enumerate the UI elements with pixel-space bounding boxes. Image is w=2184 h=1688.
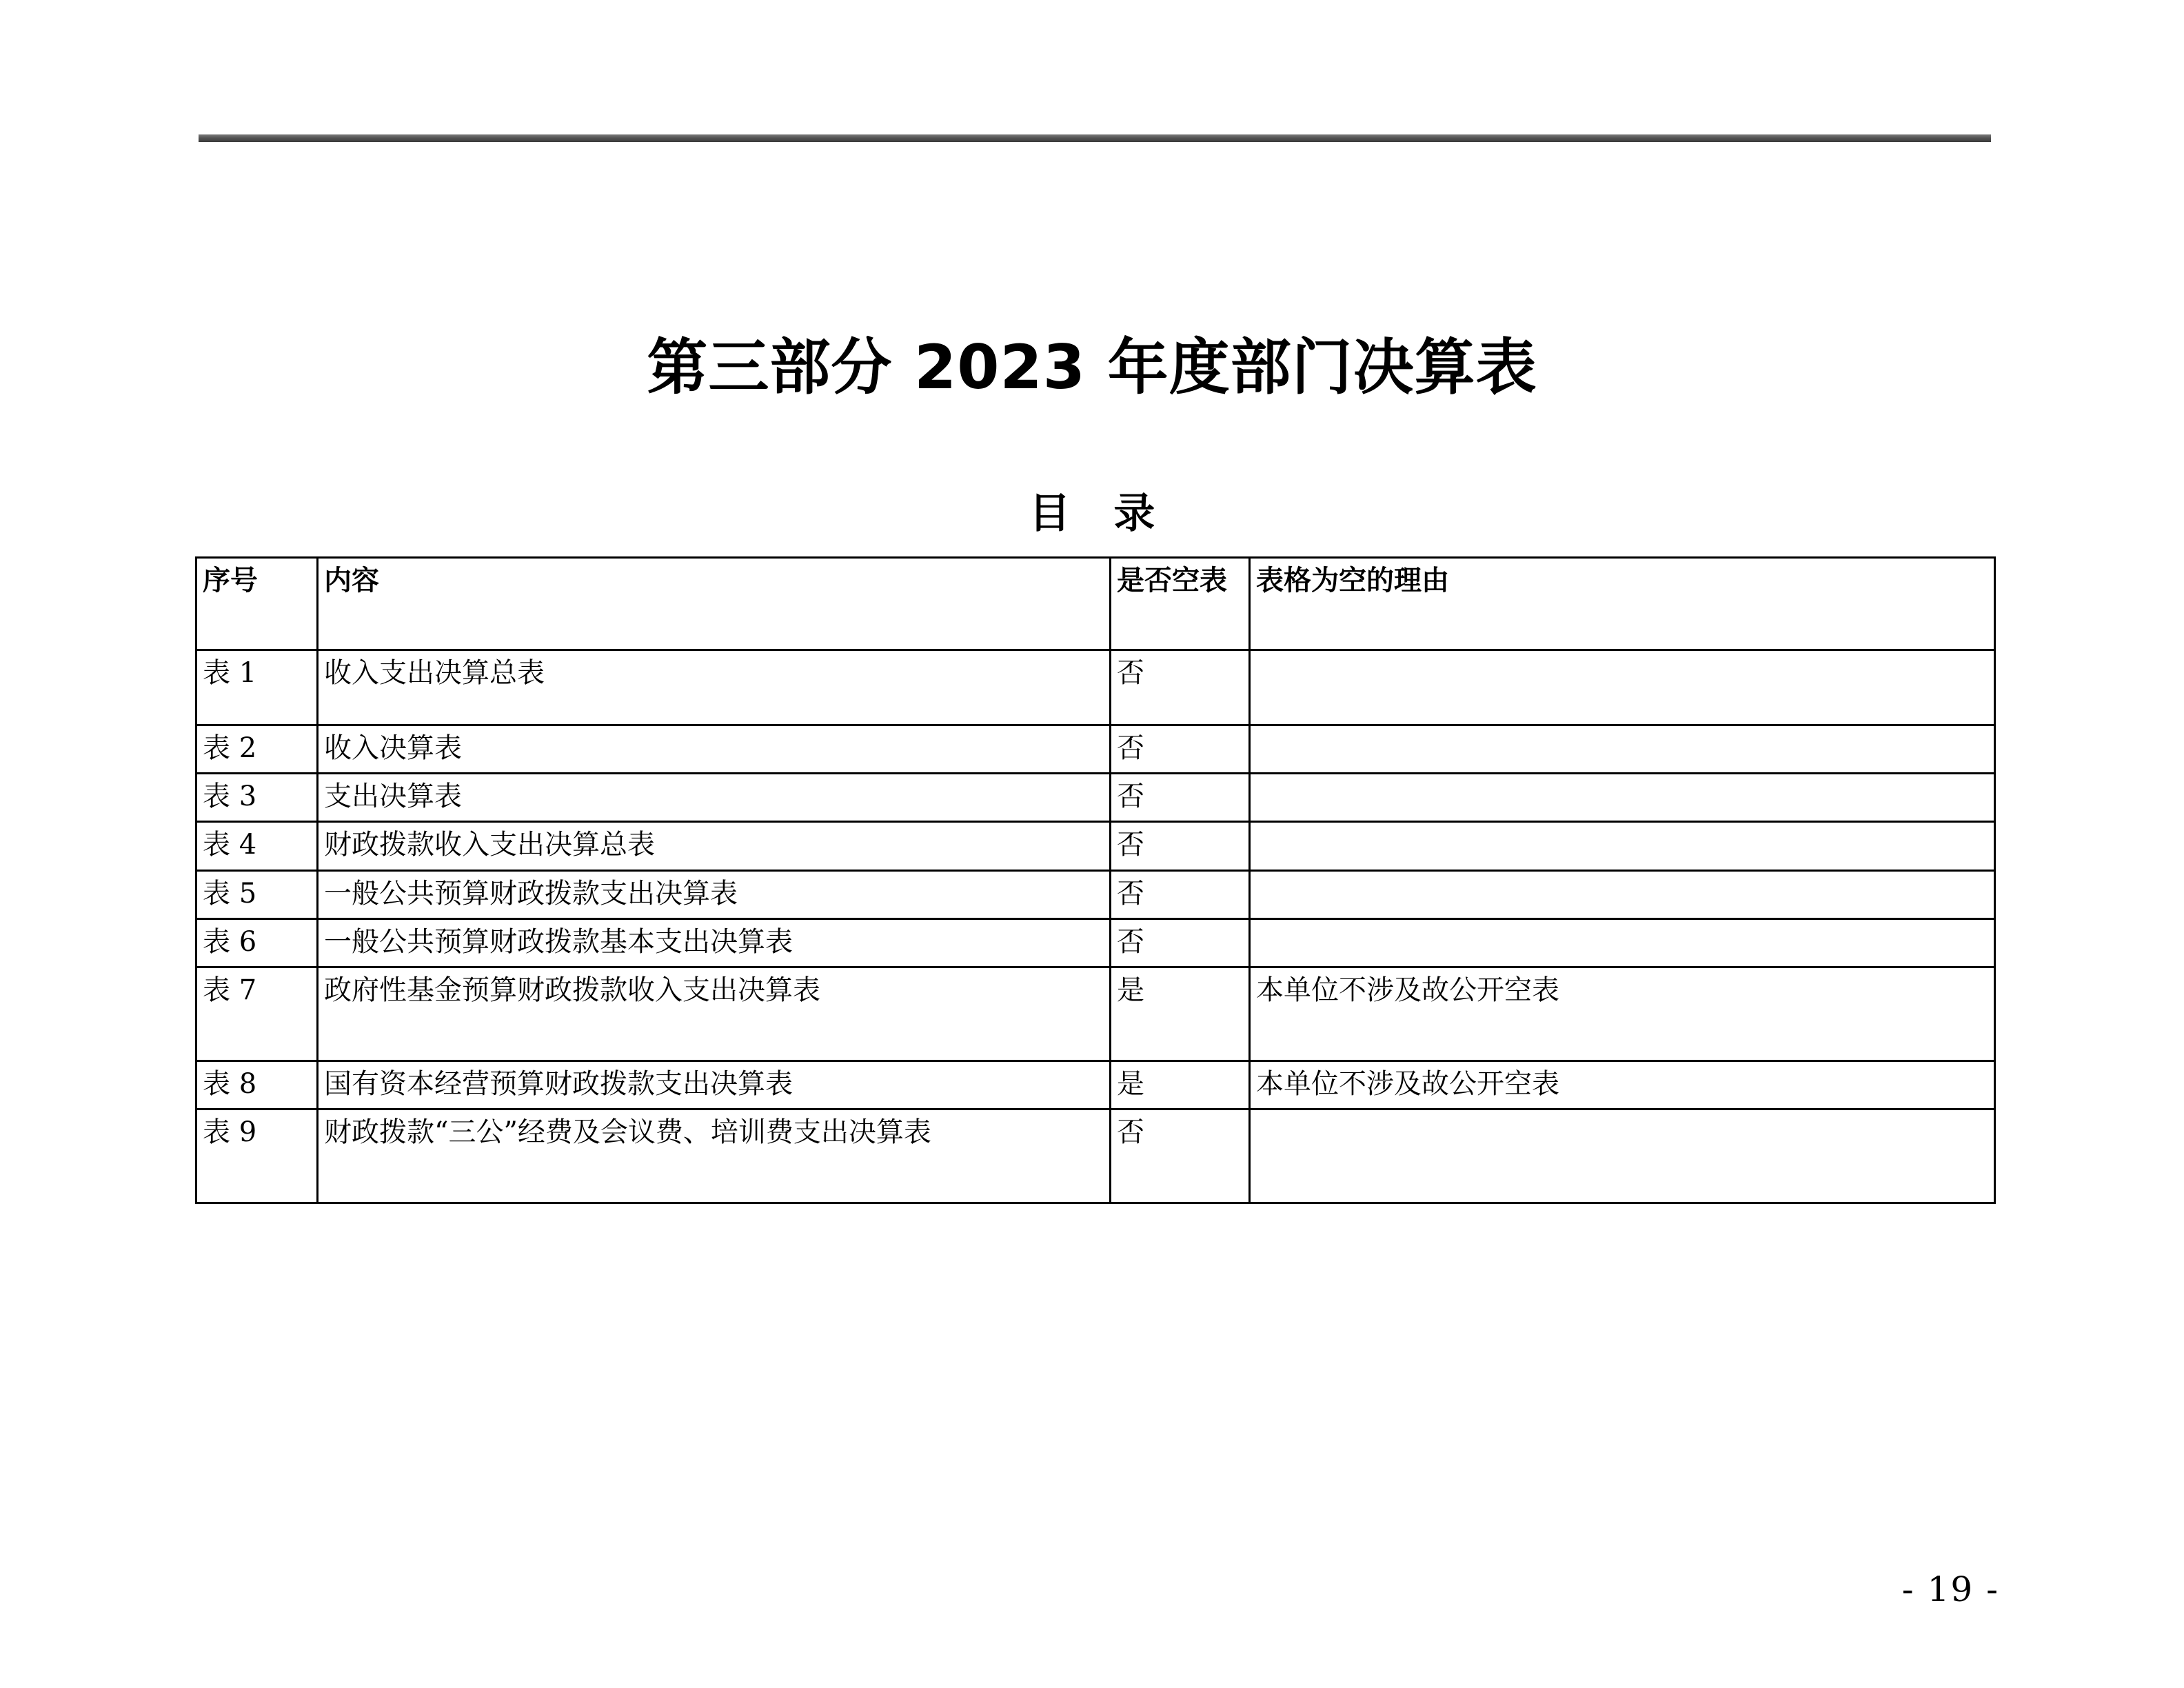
row-empty: 否 <box>1111 919 1250 967</box>
table-row <box>196 725 1995 774</box>
row-content: 支出决算表 <box>318 774 1111 822</box>
row-empty: 否 <box>1111 871 1250 919</box>
row-reason <box>1250 650 1995 725</box>
row-reason <box>1250 725 1995 774</box>
row-reason <box>1250 822 1995 871</box>
header-content: 内容 <box>318 558 1111 650</box>
row-no: 表 3 <box>196 774 318 822</box>
row-content: 财政拨款收入支出决算总表 <box>318 822 1111 871</box>
table-header-row <box>196 558 1995 650</box>
toc-heading: 目 录 <box>1029 490 1155 538</box>
row-reason <box>1250 1109 1995 1203</box>
row-empty: 是 <box>1111 1061 1250 1109</box>
row-content: 财政拨款“三公”经费及会议费、培训费支出决算表 <box>318 1109 1111 1203</box>
row-empty: 否 <box>1111 1109 1250 1203</box>
header-empty: 是否空表 <box>1111 558 1250 650</box>
row-empty: 否 <box>1111 822 1250 871</box>
table-row <box>196 822 1995 871</box>
header-rule <box>199 134 1991 142</box>
row-no: 表 6 <box>196 919 318 967</box>
row-content: 一般公共预算财政拨款基本支出决算表 <box>318 919 1111 967</box>
toc-table <box>195 556 1996 1204</box>
row-no: 表 2 <box>196 725 318 774</box>
header-no: 序号 <box>196 558 318 650</box>
row-no: 表 8 <box>196 1061 318 1109</box>
page-number: - 19 - <box>1901 1569 1999 1609</box>
row-no: 表 5 <box>196 871 318 919</box>
row-content: 收入决算表 <box>318 725 1111 774</box>
page-title: 第三部分 2023 年度部门决算表 <box>647 332 1537 403</box>
row-no: 表 1 <box>196 650 318 725</box>
table-row <box>196 871 1995 919</box>
row-content: 收入支出决算总表 <box>318 650 1111 725</box>
table-row <box>196 919 1995 967</box>
table-row <box>196 650 1995 725</box>
table-row <box>196 1061 1995 1109</box>
row-no: 表 7 <box>196 967 318 1061</box>
row-empty: 否 <box>1111 650 1250 725</box>
row-reason: 本单位不涉及故公开空表 <box>1250 967 1995 1061</box>
row-reason <box>1250 774 1995 822</box>
row-content: 国有资本经营预算财政拨款支出决算表 <box>318 1061 1111 1109</box>
row-empty: 否 <box>1111 725 1250 774</box>
row-reason: 本单位不涉及故公开空表 <box>1250 1061 1995 1109</box>
row-no: 表 4 <box>196 822 318 871</box>
row-content: 一般公共预算财政拨款支出决算表 <box>318 871 1111 919</box>
row-reason <box>1250 871 1995 919</box>
header-reason: 表格为空的理由 <box>1250 558 1995 650</box>
row-empty: 否 <box>1111 774 1250 822</box>
row-empty: 是 <box>1111 967 1250 1061</box>
row-content: 政府性基金预算财政拨款收入支出决算表 <box>318 967 1111 1061</box>
table-row <box>196 1109 1995 1203</box>
row-no: 表 9 <box>196 1109 318 1203</box>
table-row <box>196 967 1995 1061</box>
row-reason <box>1250 919 1995 967</box>
table-row <box>196 774 1995 822</box>
